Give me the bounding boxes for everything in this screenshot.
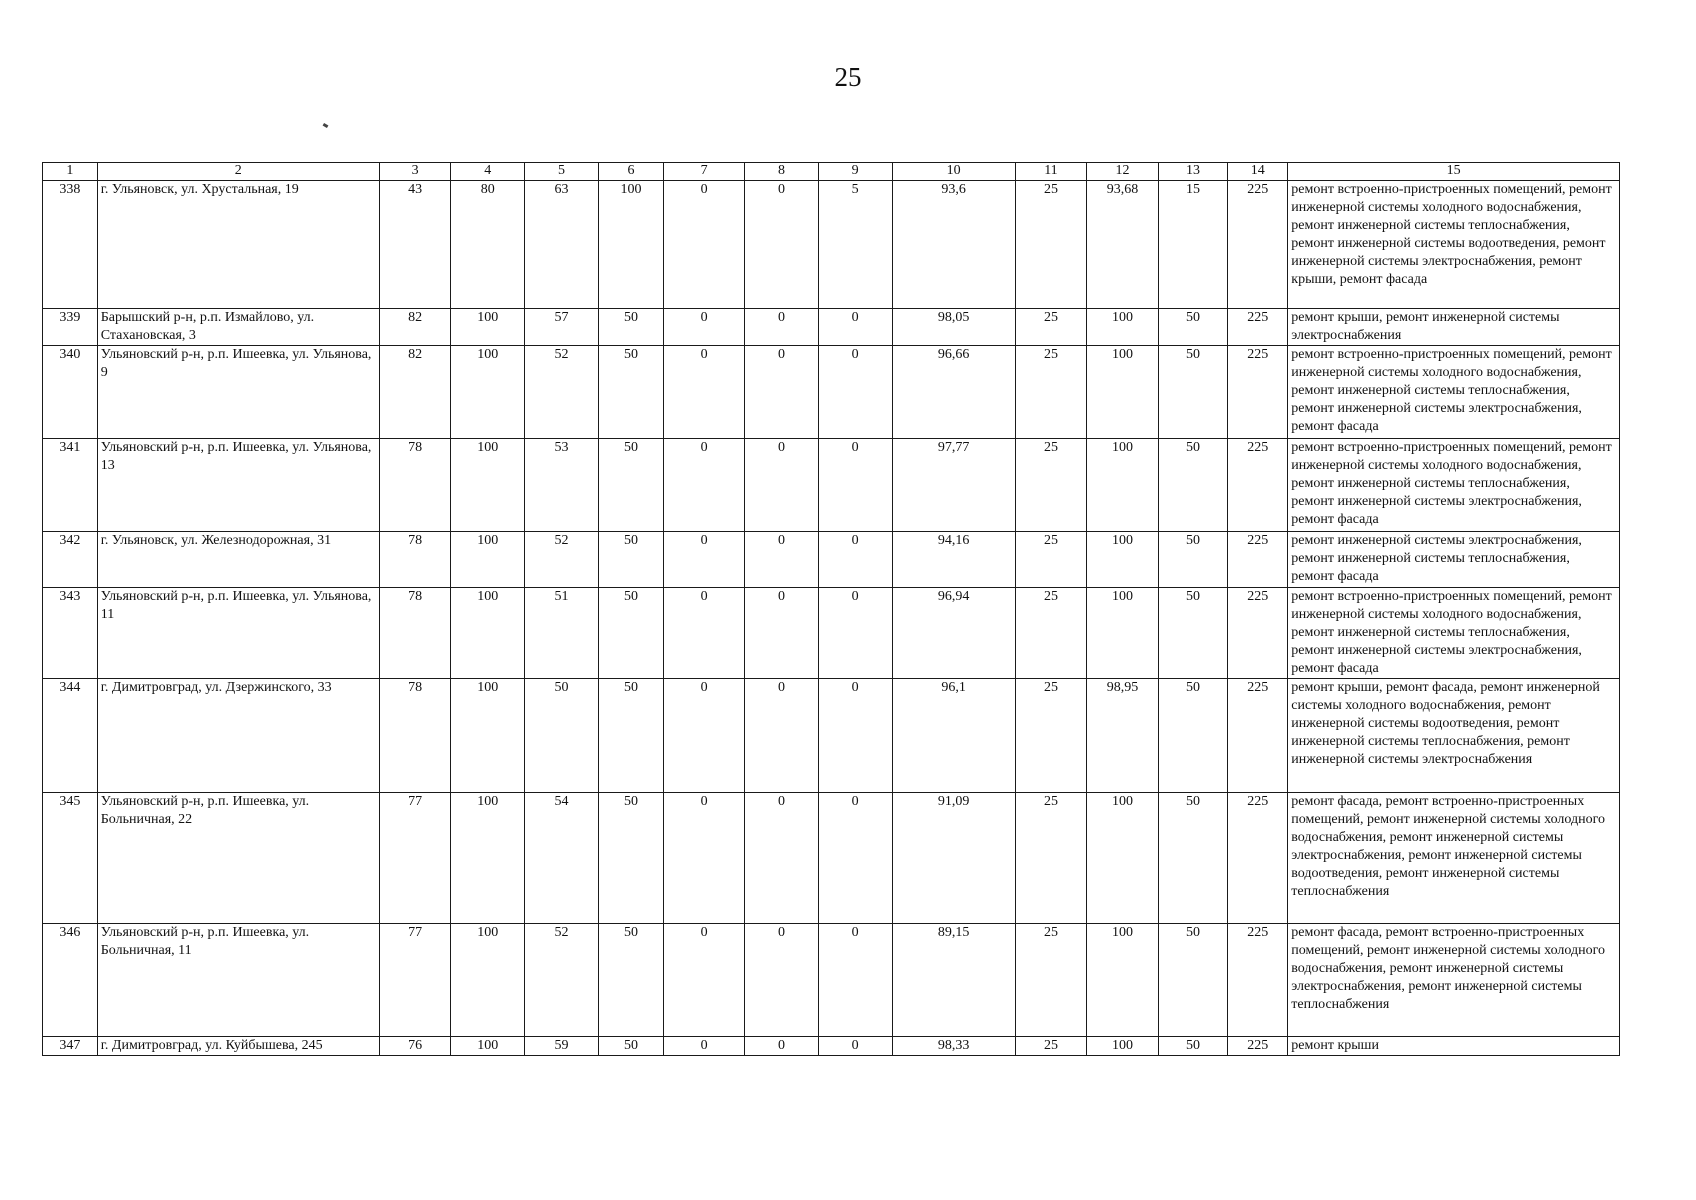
- cell-col-9: 0: [818, 1037, 892, 1056]
- cell-col-8: 0: [745, 532, 819, 588]
- row-number-cell: 346: [43, 924, 98, 1037]
- cell-col-4: 100: [451, 793, 525, 924]
- cell-col-10: 91,09: [892, 793, 1015, 924]
- cell-col-6: 50: [598, 439, 663, 532]
- cell-col-11: 25: [1015, 309, 1087, 346]
- cell-col-10: 98,05: [892, 309, 1015, 346]
- table-row: [43, 679, 1620, 793]
- column-header-15: 15: [1288, 163, 1620, 181]
- table-row: [43, 309, 1620, 346]
- cell-col-5: 52: [525, 924, 599, 1037]
- cell-col-4: 100: [451, 309, 525, 346]
- cell-col-10: 98,33: [892, 1037, 1015, 1056]
- cell-col-4: 100: [451, 924, 525, 1037]
- cell-col-12: 100: [1087, 346, 1159, 439]
- cell-col-4: 80: [451, 181, 525, 309]
- cell-col-5: 52: [525, 532, 599, 588]
- cell-col-5: 53: [525, 439, 599, 532]
- cell-col-5: 51: [525, 588, 599, 679]
- cell-col-6: 50: [598, 793, 663, 924]
- cell-col-11: 25: [1015, 588, 1087, 679]
- address-cell: г. Ульяновск, ул. Железнодорожная, 31: [97, 532, 379, 588]
- cell-col-8: 0: [745, 793, 819, 924]
- address-cell: г. Димитровград, ул. Куйбышева, 245: [97, 1037, 379, 1056]
- cell-col-3: 43: [379, 181, 451, 309]
- cell-col-9: 0: [818, 793, 892, 924]
- repair-works-cell: ремонт фасада, ремонт встроенно-пристроенных помещений, ремонт инженерной системы холодного водоснабжения, ремонт инженерной системы электроснабжения, ремонт инженерной системы водоотведения, ремонт инженерной системы теплоснабжения: [1288, 793, 1620, 924]
- row-number-cell: 340: [43, 346, 98, 439]
- cell-col-13: 50: [1158, 924, 1227, 1037]
- cell-col-10: 97,77: [892, 439, 1015, 532]
- cell-col-4: 100: [451, 1037, 525, 1056]
- row-number-cell: 342: [43, 532, 98, 588]
- column-header-11: 11: [1015, 163, 1087, 181]
- table-row: [43, 1037, 1620, 1056]
- column-header-5: 5: [525, 163, 599, 181]
- cell-col-8: 0: [745, 439, 819, 532]
- cell-col-3: 76: [379, 1037, 451, 1056]
- cell-col-3: 77: [379, 793, 451, 924]
- cell-col-10: 96,1: [892, 679, 1015, 793]
- cell-col-3: 77: [379, 924, 451, 1037]
- cell-col-14: 225: [1228, 679, 1288, 793]
- cell-col-6: 50: [598, 309, 663, 346]
- table-row: [43, 924, 1620, 1037]
- cell-col-7: 0: [664, 309, 745, 346]
- cell-col-8: 0: [745, 588, 819, 679]
- address-cell: Ульяновский р-н, р.п. Ишеевка, ул. Больничная, 22: [97, 793, 379, 924]
- cell-col-12: 100: [1087, 532, 1159, 588]
- cell-col-11: 25: [1015, 1037, 1087, 1056]
- cell-col-6: 50: [598, 346, 663, 439]
- cell-col-3: 82: [379, 309, 451, 346]
- table-row: [43, 346, 1620, 439]
- cell-col-14: 225: [1228, 588, 1288, 679]
- cell-col-8: 0: [745, 181, 819, 309]
- cell-col-9: 0: [818, 679, 892, 793]
- cell-col-10: 96,66: [892, 346, 1015, 439]
- cell-col-11: 25: [1015, 346, 1087, 439]
- cell-col-10: 89,15: [892, 924, 1015, 1037]
- repair-works-cell: ремонт крыши: [1288, 1037, 1620, 1056]
- repair-works-cell: ремонт инженерной системы электроснабжения, ремонт инженерной системы теплоснабжения, ремонт фасада: [1288, 532, 1620, 588]
- address-cell: Ульяновский р-н, р.п. Ишеевка, ул. Ульянова, 13: [97, 439, 379, 532]
- cell-col-7: 0: [664, 532, 745, 588]
- address-cell: Ульяновский р-н, р.п. Ишеевка, ул. Ульянова, 11: [97, 588, 379, 679]
- repair-works-cell: ремонт встроенно-пристроенных помещений, ремонт инженерной системы холодного водоснабжения, ремонт инженерной системы теплоснабжения, ремонт инженерной системы электроснабжения, ремонт фасада: [1288, 346, 1620, 439]
- address-cell: Ульяновский р-н, р.п. Ишеевка, ул. Больничная, 11: [97, 924, 379, 1037]
- cell-col-5: 63: [525, 181, 599, 309]
- cell-col-12: 93,68: [1087, 181, 1159, 309]
- column-header-14: 14: [1228, 163, 1288, 181]
- cell-col-3: 78: [379, 588, 451, 679]
- cell-col-6: 50: [598, 588, 663, 679]
- scan-mark: [323, 123, 329, 128]
- row-number-cell: 345: [43, 793, 98, 924]
- cell-col-11: 25: [1015, 532, 1087, 588]
- column-header-6: 6: [598, 163, 663, 181]
- cell-col-8: 0: [745, 1037, 819, 1056]
- table-row: [43, 588, 1620, 679]
- table-row: [43, 532, 1620, 588]
- address-cell: Ульяновский р-н, р.п. Ишеевка, ул. Ульянова, 9: [97, 346, 379, 439]
- housing-repair-table: [42, 162, 1620, 1056]
- column-header-3: 3: [379, 163, 451, 181]
- repair-works-cell: ремонт встроенно-пристроенных помещений, ремонт инженерной системы холодного водоснабжения, ремонт инженерной системы теплоснабжения, ремонт инженерной системы электроснабжения, ремонт фасада: [1288, 588, 1620, 679]
- cell-col-14: 225: [1228, 924, 1288, 1037]
- cell-col-4: 100: [451, 532, 525, 588]
- repair-works-cell: ремонт крыши, ремонт фасада, ремонт инженерной системы холодного водоснабжения, ремонт инженерной системы водоотведения, ремонт инженерной системы теплоснабжения, ремонт инженерной системы электроснабжения: [1288, 679, 1620, 793]
- cell-col-7: 0: [664, 793, 745, 924]
- row-number-cell: 338: [43, 181, 98, 309]
- cell-col-12: 100: [1087, 924, 1159, 1037]
- cell-col-13: 50: [1158, 679, 1227, 793]
- repair-works-cell: ремонт встроенно-пристроенных помещений, ремонт инженерной системы холодного водоснабжения, ремонт инженерной системы теплоснабжения, ремонт инженерной системы электроснабжения, ремонт фасада: [1288, 439, 1620, 532]
- cell-col-14: 225: [1228, 346, 1288, 439]
- cell-col-3: 82: [379, 346, 451, 439]
- column-number-row: [43, 163, 1620, 181]
- column-header-10: 10: [892, 163, 1015, 181]
- cell-col-10: 93,6: [892, 181, 1015, 309]
- cell-col-12: 100: [1087, 793, 1159, 924]
- column-header-13: 13: [1158, 163, 1227, 181]
- row-number-cell: 341: [43, 439, 98, 532]
- cell-col-9: 0: [818, 532, 892, 588]
- row-number-cell: 347: [43, 1037, 98, 1056]
- column-header-9: 9: [818, 163, 892, 181]
- repair-works-cell: ремонт крыши, ремонт инженерной системы электроснабжения: [1288, 309, 1620, 346]
- cell-col-12: 100: [1087, 439, 1159, 532]
- cell-col-7: 0: [664, 924, 745, 1037]
- cell-col-8: 0: [745, 309, 819, 346]
- cell-col-13: 15: [1158, 181, 1227, 309]
- cell-col-7: 0: [664, 346, 745, 439]
- cell-col-11: 25: [1015, 439, 1087, 532]
- cell-col-4: 100: [451, 588, 525, 679]
- cell-col-7: 0: [664, 1037, 745, 1056]
- cell-col-12: 100: [1087, 1037, 1159, 1056]
- cell-col-14: 225: [1228, 439, 1288, 532]
- address-cell: г. Димитровград, ул. Дзержинского, 33: [97, 679, 379, 793]
- column-header-12: 12: [1087, 163, 1159, 181]
- cell-col-13: 50: [1158, 793, 1227, 924]
- cell-col-9: 0: [818, 588, 892, 679]
- table-body: [43, 181, 1620, 1056]
- cell-col-12: 100: [1087, 309, 1159, 346]
- repair-works-cell: ремонт фасада, ремонт встроенно-пристроенных помещений, ремонт инженерной системы холодного водоснабжения, ремонт инженерной системы электроснабжения, ремонт инженерной системы теплоснабжения: [1288, 924, 1620, 1037]
- column-header-8: 8: [745, 163, 819, 181]
- cell-col-14: 225: [1228, 309, 1288, 346]
- cell-col-5: 59: [525, 1037, 599, 1056]
- row-number-cell: 343: [43, 588, 98, 679]
- cell-col-13: 50: [1158, 439, 1227, 532]
- column-header-2: 2: [97, 163, 379, 181]
- cell-col-14: 225: [1228, 1037, 1288, 1056]
- cell-col-6: 50: [598, 924, 663, 1037]
- cell-col-11: 25: [1015, 679, 1087, 793]
- address-cell: г. Ульяновск, ул. Хрустальная, 19: [97, 181, 379, 309]
- cell-col-3: 78: [379, 532, 451, 588]
- cell-col-11: 25: [1015, 793, 1087, 924]
- table-row: [43, 181, 1620, 309]
- cell-col-13: 50: [1158, 532, 1227, 588]
- cell-col-5: 50: [525, 679, 599, 793]
- column-header-4: 4: [451, 163, 525, 181]
- table-row: [43, 793, 1620, 924]
- cell-col-7: 0: [664, 679, 745, 793]
- row-number-cell: 344: [43, 679, 98, 793]
- cell-col-7: 0: [664, 588, 745, 679]
- cell-col-5: 52: [525, 346, 599, 439]
- cell-col-9: 0: [818, 439, 892, 532]
- cell-col-11: 25: [1015, 181, 1087, 309]
- cell-col-5: 57: [525, 309, 599, 346]
- cell-col-13: 50: [1158, 1037, 1227, 1056]
- cell-col-9: 0: [818, 309, 892, 346]
- cell-col-13: 50: [1158, 309, 1227, 346]
- cell-col-3: 78: [379, 679, 451, 793]
- column-header-7: 7: [664, 163, 745, 181]
- cell-col-13: 50: [1158, 588, 1227, 679]
- cell-col-6: 50: [598, 532, 663, 588]
- cell-col-10: 96,94: [892, 588, 1015, 679]
- cell-col-4: 100: [451, 439, 525, 532]
- cell-col-14: 225: [1228, 181, 1288, 309]
- cell-col-12: 98,95: [1087, 679, 1159, 793]
- cell-col-9: 0: [818, 346, 892, 439]
- cell-col-3: 78: [379, 439, 451, 532]
- cell-col-8: 0: [745, 346, 819, 439]
- cell-col-6: 100: [598, 181, 663, 309]
- cell-col-9: 0: [818, 924, 892, 1037]
- address-cell: Барышский р-н, р.п. Измайлово, ул. Стахановская, 3: [97, 309, 379, 346]
- table-row: [43, 439, 1620, 532]
- cell-col-4: 100: [451, 679, 525, 793]
- cell-col-7: 0: [664, 439, 745, 532]
- cell-col-6: 50: [598, 1037, 663, 1056]
- column-header-1: 1: [43, 163, 98, 181]
- cell-col-4: 100: [451, 346, 525, 439]
- cell-col-9: 5: [818, 181, 892, 309]
- cell-col-7: 0: [664, 181, 745, 309]
- cell-col-13: 50: [1158, 346, 1227, 439]
- cell-col-8: 0: [745, 924, 819, 1037]
- cell-col-5: 54: [525, 793, 599, 924]
- repair-works-cell: ремонт встроенно-пристроенных помещений, ремонт инженерной системы холодного водоснабжения, ремонт инженерной системы теплоснабжения, ремонт инженерной системы водоотведения, ремонт инженерной системы электроснабжения, ремонт крыши, ремонт фасада: [1288, 181, 1620, 309]
- page-number: 25: [834, 62, 862, 92]
- row-number-cell: 339: [43, 309, 98, 346]
- cell-col-11: 25: [1015, 924, 1087, 1037]
- cell-col-8: 0: [745, 679, 819, 793]
- cell-col-12: 100: [1087, 588, 1159, 679]
- cell-col-14: 225: [1228, 793, 1288, 924]
- cell-col-14: 225: [1228, 532, 1288, 588]
- cell-col-10: 94,16: [892, 532, 1015, 588]
- cell-col-6: 50: [598, 679, 663, 793]
